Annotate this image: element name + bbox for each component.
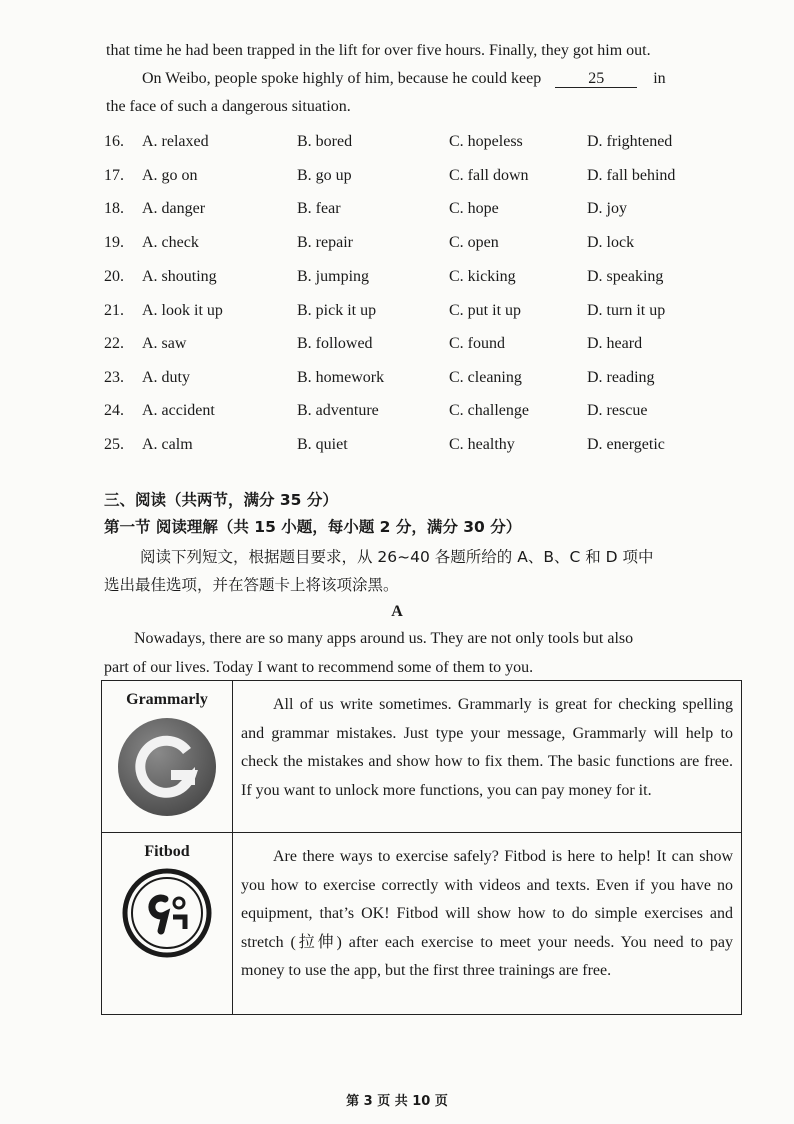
option-d: D. frightened [587,133,673,150]
option-a: A. relaxed [142,133,209,150]
instruction-line-1: 阅读下列短文，根据题目要求，从 26~40 各题所给的 A、B、C 和 D 项中 [140,548,654,566]
option-b: B. repair [297,234,353,251]
option-d: D. heard [587,335,643,352]
app-row-fitbod [102,833,742,1015]
option-d: D. reading [587,369,655,386]
question-number: 25. [104,436,124,453]
section-sub-heading: 第一节 阅读理解（共 15 小题，每小题 2 分，满分 30 分） [104,518,522,536]
answer-blank: 25 [555,71,637,88]
question-row [0,436,794,466]
option-b: B. jumping [297,268,370,285]
option-c: C. open [449,234,499,251]
question-row [0,302,794,332]
option-b: B. adventure [297,402,379,419]
question-number: 24. [104,402,124,419]
question-row [0,200,794,230]
question-number: 22. [104,335,124,352]
option-b: B. pick it up [297,302,377,319]
question-row [0,335,794,365]
passage-line-1: that time he had been trapped in the lift for over five hours. Finally, they got him out. [106,42,651,59]
question-row [0,369,794,399]
fitbod-icon [121,867,213,959]
question-row [0,234,794,264]
option-b: B. fear [297,200,341,217]
option-c: C. hopeless [449,133,523,150]
option-a: A. go on [142,167,198,184]
intro-line-1: Nowadays, there are so many apps around us. They are not only tools but also [134,630,634,647]
passage-line-3: the face of such a dangerous situation. [106,98,351,115]
app-description: All of us write sometimes. Grammarly is great for checking spelling and grammar mistakes. Just type your message, Grammarly will help to check the mistakes and show how to fix them. The basic functions are free. If you want to unlock more functions, you can pay money for it. [233,681,742,833]
question-row [0,268,794,298]
intro-line-2: part of our lives. Today I want to recommend some of them to you. [104,659,534,676]
option-c: C. challenge [449,402,529,419]
option-b: B. quiet [297,436,348,453]
app-name: Fitbod [144,843,190,860]
question-number: 20. [104,268,124,285]
question-row [0,167,794,197]
app-identity-cell [102,681,233,833]
instruction-line-2: 选出最佳选项，并在答题卡上将该项涂黑。 [104,576,399,594]
option-c: C. cleaning [449,369,522,386]
question-row [0,402,794,432]
option-c: C. found [449,335,505,352]
option-a: A. calm [142,436,193,453]
option-c: C. put it up [449,302,522,319]
question-number: 21. [104,302,124,319]
option-a: A. accident [142,402,215,419]
option-a: A. look it up [142,302,223,319]
question-number: 16. [104,133,124,150]
question-number: 17. [104,167,124,184]
option-d: D. energetic [587,436,665,453]
option-d: D. speaking [587,268,664,285]
option-c: C. healthy [449,436,515,453]
question-number: 19. [104,234,124,251]
question-number: 18. [104,200,124,217]
option-b: B. homework [297,369,385,386]
option-a: A. saw [142,335,187,352]
apps-table [101,680,742,1015]
section-heading: 三、阅读（共两节，满分 35 分） [104,491,338,509]
option-d: D. lock [587,234,635,251]
option-a: A. duty [142,369,190,386]
option-b: B. go up [297,167,352,184]
option-b: B. followed [297,335,373,352]
grammarly-icon [115,715,219,819]
app-identity-cell [102,833,233,1015]
option-c: C. fall down [449,167,529,184]
page-footer: 第 3 页 共 10 页 [346,1094,448,1109]
option-d: D. turn it up [587,302,666,319]
option-d: D. fall behind [587,167,676,184]
question-row [0,133,794,163]
option-c: C. kicking [449,268,516,285]
option-a: A. danger [142,200,206,217]
option-a: A. check [142,234,199,251]
app-description: Are there ways to exercise safely? Fitbod is here to help! It can show you how to exercise correctly with videos and texts. Even if you have no equipment, that’s OK! Fitbod will show how to do simple exercises and stretch (拉伸) after each exercise to meet your needs. You need to pay money to use the app, but the first three trainings are free. [233,833,742,1015]
option-c: C. hope [449,200,499,217]
passage-label: A [391,603,403,620]
app-name: Grammarly [126,691,208,708]
app-row-grammarly [102,681,742,833]
passage-line-2-text: On Weibo, people spoke highly of him, because he could keep [142,70,542,87]
option-a: A. shouting [142,268,217,285]
option-b: B. bored [297,133,353,150]
passage-line-2 [142,70,666,88]
option-d: D. joy [587,200,627,217]
question-number: 23. [104,369,124,386]
passage-line-2-tail: in [653,70,666,87]
option-d: D. rescue [587,402,648,419]
